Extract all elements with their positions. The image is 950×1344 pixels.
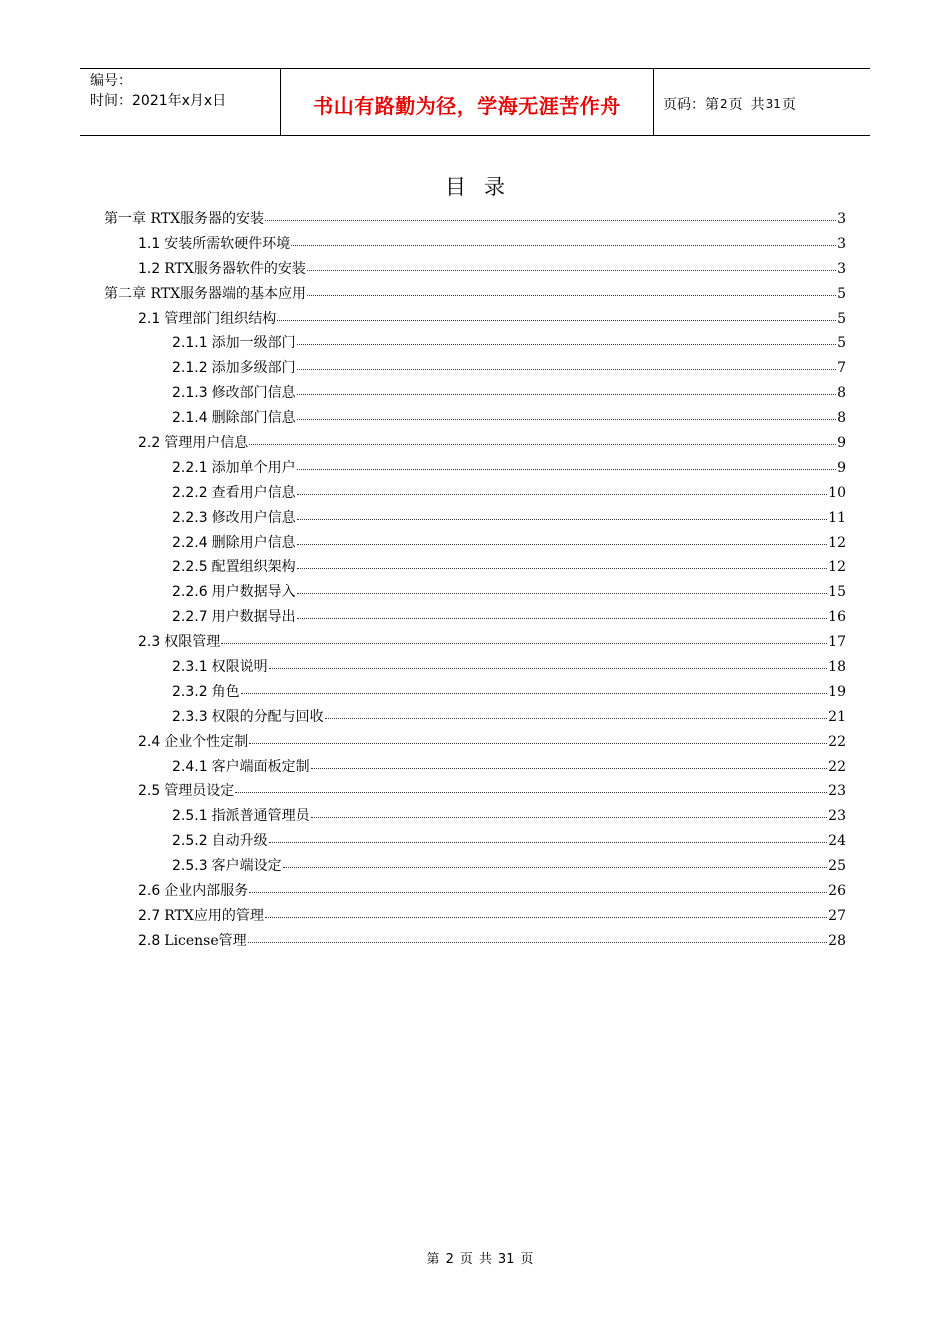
footer-mid: 页: [459, 1252, 473, 1267]
toc-entry[interactable]: [104, 656, 846, 681]
toc-entry[interactable]: [104, 556, 846, 581]
toc-entry-page: 15: [828, 584, 846, 601]
toc-entry-page: 26: [828, 883, 846, 900]
toc-dot-leader: [235, 778, 827, 793]
toc-entry-page: 27: [828, 907, 846, 924]
toc-entry-title: 权限说明: [211, 659, 268, 676]
toc-entry-number: 2.7: [138, 907, 161, 924]
toc-entry[interactable]: [104, 258, 846, 283]
time-label: 时间：: [90, 93, 132, 109]
toc-dot-leader: [311, 803, 828, 818]
toc-entry-page: 9: [837, 459, 846, 476]
toc-dot-leader: [297, 604, 828, 619]
header-info-cell: [80, 69, 281, 135]
toc-title: 目录: [445, 175, 523, 199]
toc-entry[interactable]: [104, 283, 846, 308]
toc-entry-title: 第二章 RTX服务器端的基本应用: [104, 285, 307, 302]
toc-entry-title: 自动升级: [211, 833, 268, 850]
toc-dot-leader: [265, 206, 836, 221]
toc-entry-page: 3: [837, 260, 846, 277]
toc-entry-title: 指派普通管理员: [211, 808, 310, 825]
toc-entry-page: 23: [828, 783, 846, 800]
toc-entry-title: RTX应用的管理: [164, 907, 264, 924]
toc-entry-page: 24: [828, 833, 846, 850]
toc-entry-number: 2.2.3: [172, 509, 208, 526]
toc-dot-leader: [307, 281, 836, 296]
toc-entry[interactable]: [104, 532, 846, 557]
toc-dot-leader: [249, 729, 827, 744]
toc-entry-number: 1.1: [138, 235, 161, 252]
toc-entry-page: 22: [828, 758, 846, 775]
page-mid: 页: [728, 97, 743, 113]
header-page-cell: [654, 69, 870, 135]
toc-entry-title: 用户数据导入: [211, 584, 296, 601]
toc-dot-leader: [297, 380, 836, 395]
toc-entry[interactable]: [104, 731, 846, 756]
toc-entry-page: 5: [837, 310, 846, 327]
toc-entry-number: 2.4.1: [172, 758, 208, 775]
toc-entry-number: 2.1.1: [172, 335, 208, 352]
toc-entry[interactable]: [104, 880, 846, 905]
toc-entry-page: 3: [837, 235, 846, 252]
toc-entry[interactable]: [104, 681, 846, 706]
toc-dot-leader: [277, 306, 836, 321]
toc-entry[interactable]: [104, 780, 846, 805]
toc-entry-page: 5: [837, 285, 846, 302]
toc-entry-title: 修改部门信息: [211, 385, 296, 402]
toc-dot-leader: [297, 405, 836, 420]
footer-suffix: 页: [520, 1252, 534, 1267]
toc-entry[interactable]: [104, 432, 846, 457]
toc-entry-title: 客户端设定: [211, 858, 282, 875]
toc-entry[interactable]: [104, 606, 846, 631]
footer-prefix: 第: [426, 1252, 440, 1267]
toc-entry[interactable]: [104, 407, 846, 432]
toc-entry-number: 2.6: [138, 883, 161, 900]
toc-entry-title: 添加一级部门: [211, 335, 296, 352]
toc-entry-page: 5: [837, 335, 846, 352]
footer-page: 2: [445, 1252, 454, 1267]
toc-dot-leader: [297, 579, 828, 594]
document-header: [80, 68, 870, 136]
toc-entry-number: 2.1: [138, 310, 161, 327]
toc-entry[interactable]: [104, 308, 846, 333]
toc-entry-title: 删除部门信息: [211, 410, 296, 427]
toc-dot-leader: [269, 654, 828, 669]
toc-entry[interactable]: [104, 905, 846, 930]
toc-entry[interactable]: [104, 855, 846, 880]
toc-entry[interactable]: [104, 756, 846, 781]
table-of-contents: [104, 208, 846, 955]
toc-entry-title: 权限的分配与回收: [211, 708, 324, 725]
toc-entry-title: 权限管理: [164, 634, 221, 651]
toc-entry-number: 2.3.2: [172, 683, 208, 700]
toc-entry-number: 2.2.7: [172, 609, 208, 626]
total-prefix: 共: [750, 97, 765, 113]
total-suffix: 页: [781, 97, 796, 113]
toc-entry-number: 2.8: [138, 932, 161, 949]
toc-entry-number: 1.2: [138, 260, 161, 277]
toc-entry-page: 9: [837, 435, 846, 452]
toc-entry-title: 角色: [211, 683, 240, 700]
toc-entry-page: 16: [828, 609, 846, 626]
toc-entry[interactable]: [104, 631, 846, 656]
toc-dot-leader: [297, 455, 836, 470]
toc-entry-page: 11: [828, 509, 846, 526]
toc-entry-page: 18: [828, 659, 846, 676]
toc-entry-number: 2.2: [138, 435, 161, 452]
toc-dot-leader: [297, 330, 836, 345]
toc-entry[interactable]: [104, 208, 846, 233]
toc-entry-page: 3: [837, 211, 846, 227]
toc-entry-number: 2.1.3: [172, 385, 208, 402]
toc-dot-leader: [307, 256, 836, 271]
toc-entry[interactable]: [104, 930, 846, 955]
toc-entry-page: 25: [828, 858, 846, 875]
toc-entry-title: 用户数据导出: [211, 609, 296, 626]
toc-entry-page: 7: [837, 360, 846, 377]
toc-entry-title: 删除用户信息: [211, 534, 296, 551]
toc-dot-leader: [249, 878, 827, 893]
toc-entry[interactable]: [104, 706, 846, 731]
toc-dot-leader: [241, 679, 828, 694]
time-line: [90, 91, 280, 111]
toc-entry[interactable]: [104, 457, 846, 482]
header-motto: 书山有路勤为径，学海无涯苦作舟: [281, 69, 654, 135]
toc-entry-page: 8: [837, 410, 846, 427]
toc-dot-leader: [297, 530, 828, 545]
toc-entry[interactable]: [104, 332, 846, 357]
toc-entry-title: 企业内部服务: [164, 883, 249, 900]
time-value: 2021年x月x日: [132, 93, 227, 109]
page-prefix: 页码：第: [663, 97, 719, 113]
toc-entry-number: 2.2.1: [172, 459, 208, 476]
toc-entry-page: 21: [828, 708, 846, 725]
toc-entry-title: 企业个性定制: [164, 733, 249, 750]
toc-dot-leader: [269, 828, 828, 843]
toc-entry-number: 2.3: [138, 634, 161, 651]
toc-entry-number: 2.1.4: [172, 410, 208, 427]
toc-entry-page: 17: [828, 634, 846, 651]
toc-dot-leader: [283, 853, 828, 868]
toc-entry-title: 管理部门组织结构: [164, 310, 277, 327]
toc-entry[interactable]: [104, 233, 846, 258]
toc-entry[interactable]: [104, 507, 846, 532]
footer-total-prefix: 共: [478, 1252, 492, 1267]
toc-entry-page: 12: [828, 559, 846, 576]
toc-entry-number: 2.5: [138, 783, 161, 800]
toc-dot-leader: [297, 480, 828, 495]
toc-entry-title: 修改用户信息: [211, 509, 296, 526]
toc-dot-leader: [297, 505, 828, 520]
toc-entry-title: 配置组织架构: [211, 559, 296, 576]
toc-entry-number: 2.2.2: [172, 484, 208, 501]
toc-entry-title: 第一章 RTX服务器的安装: [104, 211, 265, 227]
toc-dot-leader: [311, 754, 828, 769]
toc-entry-number: 2.5.2: [172, 833, 208, 850]
toc-entry[interactable]: [104, 382, 846, 407]
toc-dot-leader: [291, 231, 836, 246]
toc-entry-page: 10: [828, 484, 846, 501]
toc-entry-title: 添加单个用户: [211, 459, 296, 476]
toc-entry-number: 2.3.1: [172, 659, 208, 676]
toc-entry-title: 查看用户信息: [211, 484, 296, 501]
toc-entry[interactable]: [104, 830, 846, 855]
toc-entry-title: 客户端面板定制: [211, 758, 310, 775]
toc-entry-title: 管理员设定: [164, 783, 235, 800]
toc-entry-number: 2.1.2: [172, 360, 208, 377]
toc-entry[interactable]: [104, 581, 846, 606]
toc-entry-title: 安装所需软硬件环境: [164, 235, 291, 252]
total-pages: 31: [765, 97, 781, 111]
toc-dot-leader: [297, 355, 836, 370]
toc-dot-leader: [297, 554, 828, 569]
toc-entry-page: 23: [828, 808, 846, 825]
toc-entry-title: RTX服务器软件的安装: [164, 260, 306, 277]
toc-entry-title: License管理: [164, 932, 247, 949]
footer-total: 31: [497, 1252, 515, 1267]
toc-entry-number: 2.4: [138, 733, 161, 750]
toc-dot-leader: [265, 903, 827, 918]
toc-dot-leader: [325, 704, 828, 719]
toc-entry[interactable]: [104, 805, 846, 830]
toc-dot-leader: [221, 629, 827, 644]
toc-dot-leader: [248, 928, 828, 943]
toc-entry-number: 2.2.4: [172, 534, 208, 551]
toc-entry-page: 28: [828, 932, 846, 949]
toc-entry-number: 2.2.6: [172, 584, 208, 601]
toc-entry[interactable]: [104, 357, 846, 382]
toc-entry-page: 12: [828, 534, 846, 551]
toc-entry-page: 19: [828, 683, 846, 700]
toc-entry-number: 2.3.3: [172, 708, 208, 725]
toc-entry-page: 22: [828, 733, 846, 750]
toc-entry[interactable]: [104, 482, 846, 507]
code-label: 编号：: [90, 73, 132, 89]
toc-entry-number: 2.5.1: [172, 808, 208, 825]
toc-entry-title: 管理用户信息: [164, 435, 249, 452]
toc-entry-title: 添加多级部门: [211, 360, 296, 377]
toc-entry-number: 2.5.3: [172, 858, 208, 875]
toc-entry-number: 2.2.5: [172, 559, 208, 576]
page-footer: [0, 1248, 950, 1267]
toc-dot-leader: [249, 430, 836, 445]
toc-entry-page: 8: [837, 385, 846, 402]
page-number: 2: [720, 97, 728, 111]
